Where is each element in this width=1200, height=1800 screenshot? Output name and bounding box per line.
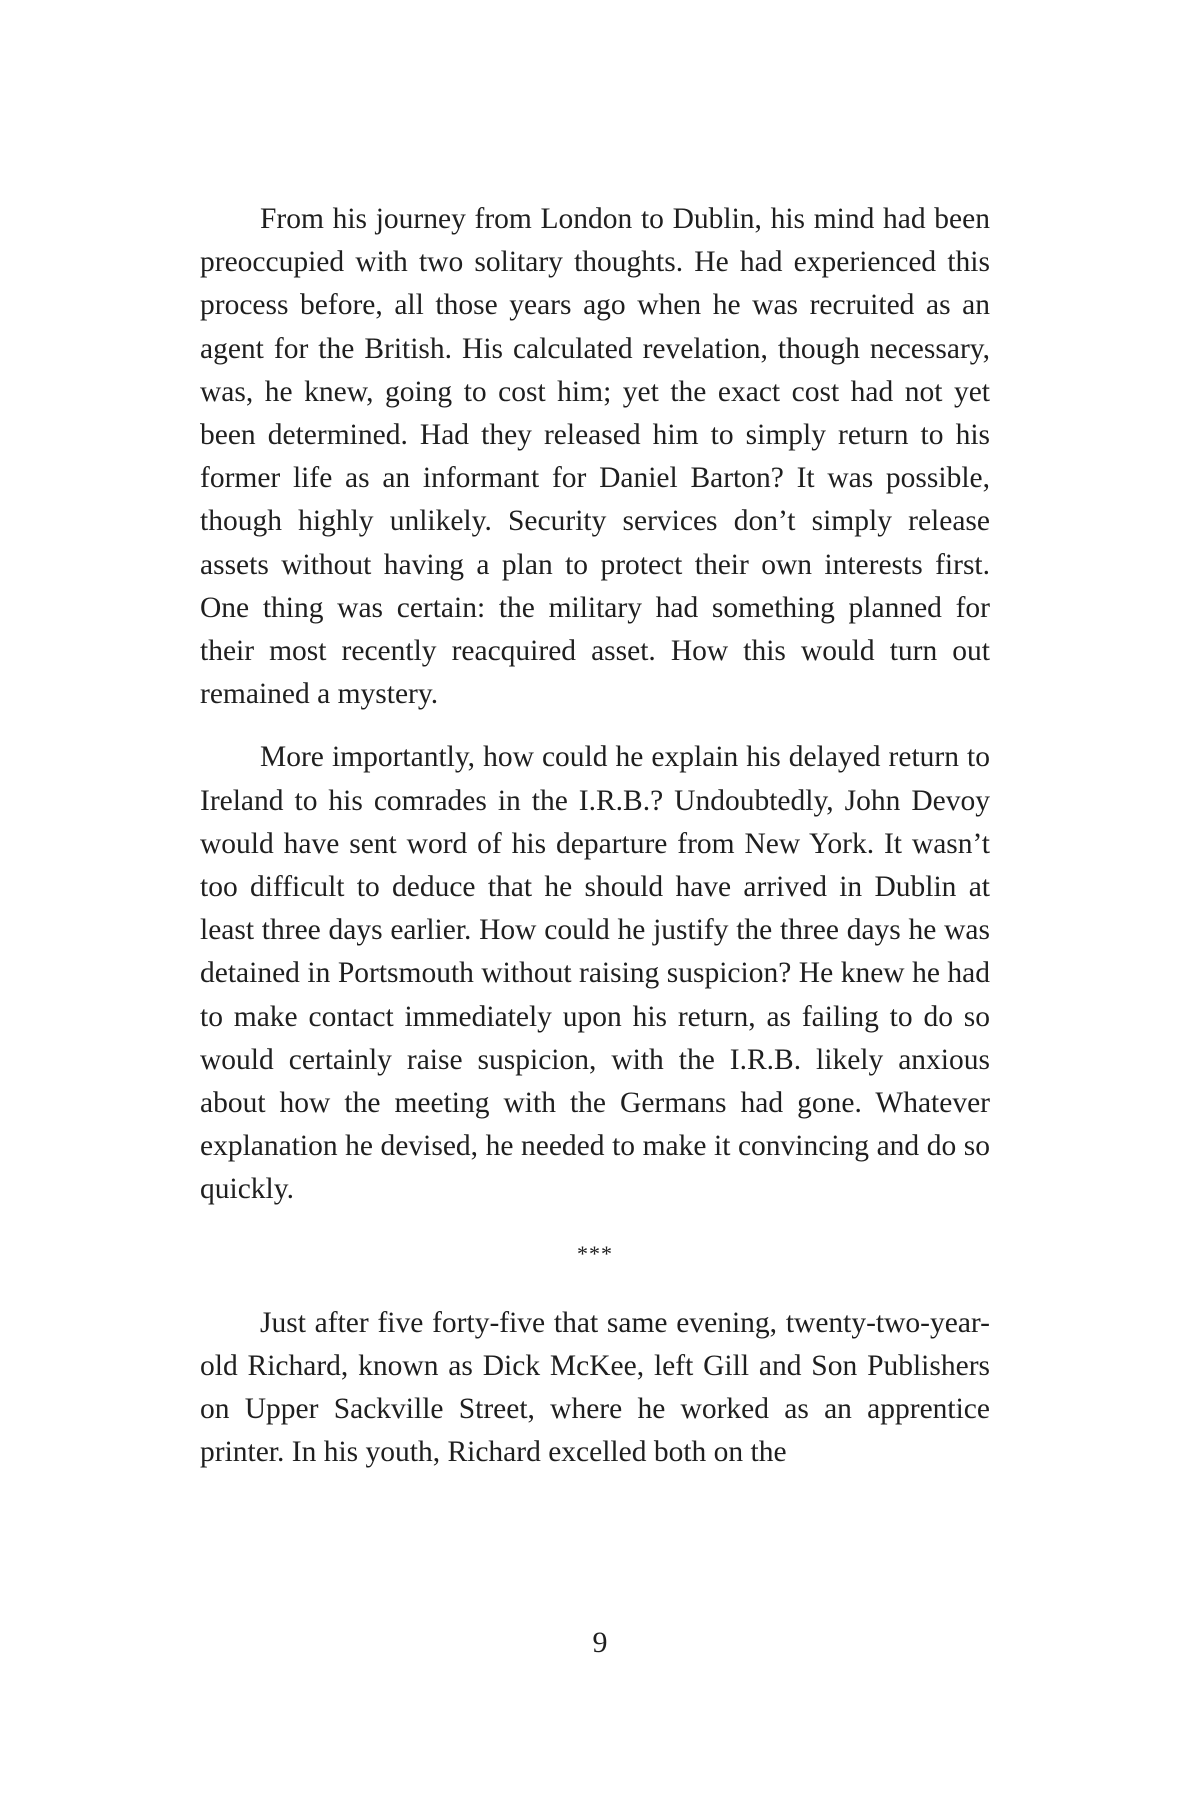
body-text [200,198,990,1474]
paragraph-1: From his journey from London to Dublin, his mind had been preoccupied with two solitary thoughts. He had experienced this process before, all those years ago when he was recruited as an agent for the British. His calculated revelation, though necessary, was, he knew, going to cost him; yet the exact cost had not yet been determined. Had they released him to simply return to his former life as an informant for Daniel Barton? It was possible, though highly unlikely. Security services don’t simply release assets without having a plan to protect their own interests first. One thing was certain: the military had something planned for their most recently reacquired asset. How this would turn out remained a mystery. [200,203,990,711]
scene-break: *** [577,1240,613,1266]
paragraph-3: Just after five forty-five that same evening, twenty-two-year-old Richard, known as Dick McKee, left Gill and Son Publishers on Upper Sackville Street, where he worked as an apprentice printer. In his youth, Richard excelled both on the [200,1306,990,1469]
paragraph-2: More importantly, how could he explain his delayed return to Ireland to his comrades in the I.R.B.? Undoubtedly, John Devoy would have sent word of his departure from New York. It wasn’t too difficult to deduce that he should have arrived in Dublin at least three days earlier. How could he justify the three days he was detained in Portsmouth without raising suspicion? He knew he had to make contact immediately upon his return, as failing to do so would certainly raise suspicion, with the I.R.B. likely anxious about how the meeting with the Germans had gone. Whatever explanation he devised, he needed to make it convincing and do so quickly. [200,741,990,1206]
page-number: 9 [592,1626,608,1659]
